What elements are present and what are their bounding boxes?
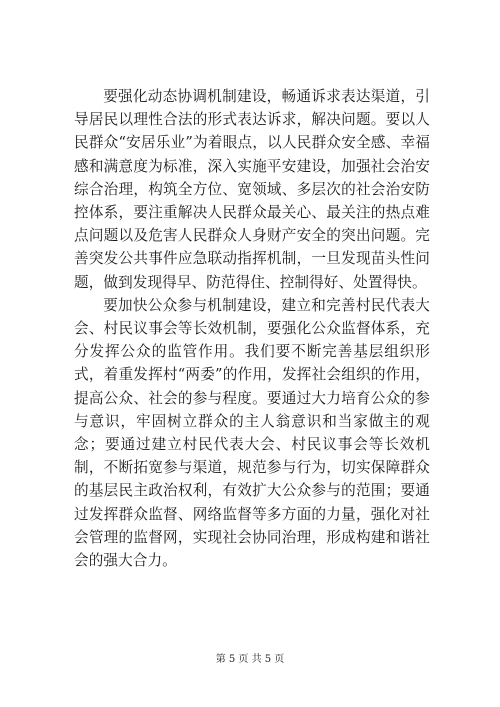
page-number-footer: 第 5 页 共 5 页: [215, 654, 285, 665]
paragraph-1: 要强化动态协调机制建设，畅通诉求表达渠道，引导居民以理性合法的形式表达诉求，解决问题。要以人民群众“安居乐业”为着眼点，以人民群众安全感、幸福感和满意度为标准，深入实施平安建设，加强社会治安综合治理，构筑全方位、宽领域、多层次的社会治安防控体系，要注重解决人民群众最关心、最关注的热点难点问题以及危害人民群众人身财产安全的突出问题。完善突发公共事件应急联动指挥机制，一旦发现苗头性问题，做到发现得早、防范得住、控制得好、处置得快。: [74, 88, 430, 291]
paragraph-2: 要加快公众参与机制建设，建立和完善村民代表大会、村民议事会等长效机制，要强化公众监督体系，充分发挥公众的监管作用。我们要不断完善基层组织形式，着重发挥村“两委”的作用，发挥社会组织的作用，提高公众、社会的参与程度。要通过大力培育公众的参与意识，牢固树立群众的主人翁意识和当家做主的观念；要通过建立村民代表大会、村民议事会等长效机制，不断拓宽参与渠道，规范参与行为，切实保障群众的基层民主政治权利，有效扩大公众参与的范围；要通过发挥群众监督、网络监督等多方面的力量，强化对社会管理的监督网，实现社会协同治理，形成构建和谐社会的强大合力。: [74, 296, 430, 570]
document-body: [74, 85, 430, 572]
